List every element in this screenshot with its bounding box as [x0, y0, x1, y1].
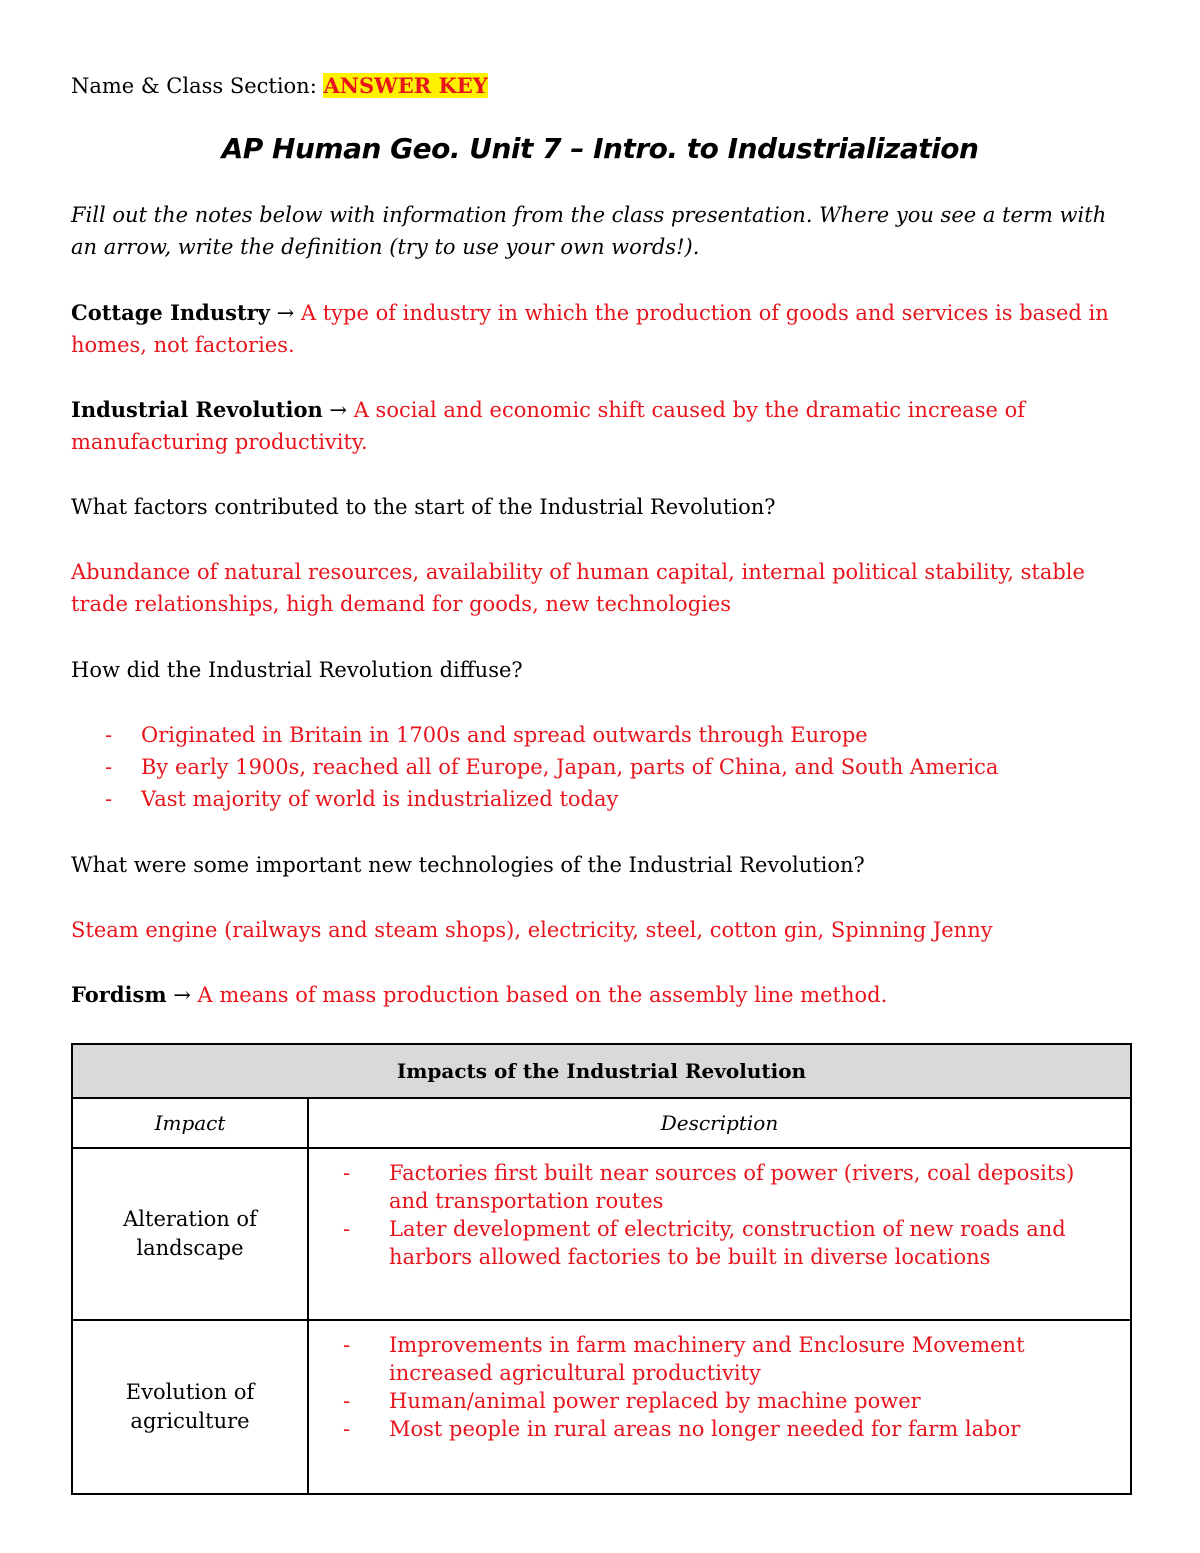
- description-cell: [308, 1148, 1131, 1320]
- dash-bullet: -: [105, 723, 113, 747]
- list-item-text: Improvements in farm machinery and Enclosure Movement increased agricultural productivity: [389, 1333, 1025, 1385]
- answer-factors: Abundance of natural resources, availability of human capital, internal political stability, stable trade relationships, high demand for goods, new technologies: [71, 560, 1085, 616]
- table-caption: Impacts of the Industrial Revolution: [72, 1044, 1131, 1098]
- list-item-text: By early 1900s, reached all of Europe, Japan, parts of China, and South America: [141, 755, 999, 779]
- answer-key-badge: ANSWER KEY: [323, 73, 488, 98]
- arrow-icon: →: [173, 983, 191, 1007]
- name-label: Name & Class Section:: [71, 74, 317, 98]
- answer-diffusion-list: [71, 719, 1131, 815]
- list-item: [309, 1215, 1120, 1271]
- name-line: [71, 70, 1131, 102]
- term-label: Fordism: [71, 982, 167, 1007]
- list-item: [309, 1159, 1120, 1215]
- instructions: Fill out the notes below with information from the class presentation. Where you see a term with an arrow, write the definition (try to use your own words!).: [71, 203, 1107, 259]
- dash-bullet: -: [343, 1333, 351, 1357]
- list-item-text: Most people in rural areas no longer needed for farm labor: [389, 1417, 1021, 1441]
- list-item-text: Originated in Britain in 1700s and spread outwards through Europe: [141, 723, 868, 747]
- list-item: [71, 719, 1131, 751]
- list-item: [71, 783, 1131, 815]
- question-technologies: What were some important new technologies of the Industrial Revolution?: [71, 853, 865, 877]
- answer-technologies: Steam engine (railways and steam shops), electricity, steel, cotton gin, Spinning Jenny: [71, 918, 993, 942]
- list-item: [309, 1387, 1120, 1415]
- table-row: [72, 1320, 1131, 1494]
- term-definition: A social and economic shift caused by the dramatic increase of manufacturing productivity.: [71, 398, 1025, 454]
- column-header-impact: Impact: [72, 1098, 308, 1148]
- impact-cell: Alteration of landscape: [72, 1148, 308, 1320]
- table-row: [72, 1148, 1131, 1320]
- impact-cell: Evolution of agriculture: [72, 1320, 308, 1494]
- list-item-text: Vast majority of world is industrialized today: [141, 787, 619, 811]
- question-factors: What factors contributed to the start of the Industrial Revolution?: [71, 495, 776, 519]
- dash-bullet: -: [343, 1161, 351, 1185]
- term-industrial-revolution: [71, 394, 1131, 458]
- term-definition: A type of industry in which the production of goods and services is based in homes, not factories.: [71, 301, 1109, 357]
- list-item-text: Factories first built near sources of power (rivers, coal deposits) and transportation routes: [389, 1161, 1075, 1213]
- dash-bullet: -: [343, 1389, 351, 1413]
- term-definition: A means of mass production based on the assembly line method.: [197, 983, 888, 1007]
- list-item-text: Human/animal power replaced by machine power: [389, 1389, 921, 1413]
- list-item: [71, 751, 1131, 783]
- list-item: [309, 1331, 1120, 1387]
- column-header-description: Description: [308, 1098, 1131, 1148]
- impacts-table: [71, 1043, 1132, 1495]
- arrow-icon: →: [329, 398, 348, 422]
- term-cottage-industry: [71, 297, 1131, 361]
- dash-bullet: -: [343, 1417, 351, 1441]
- question-diffusion: How did the Industrial Revolution diffuse?: [71, 658, 523, 682]
- list-item: [309, 1415, 1120, 1443]
- list-item-text: Later development of electricity, construction of new roads and harbors allowed factories to be built in diverse locations: [389, 1217, 1066, 1269]
- description-cell: [308, 1320, 1131, 1494]
- term-fordism: [71, 979, 1131, 1011]
- dash-bullet: -: [105, 787, 113, 811]
- term-label: Cottage Industry: [71, 300, 270, 325]
- dash-bullet: -: [105, 755, 113, 779]
- arrow-icon: →: [276, 301, 295, 325]
- dash-bullet: -: [343, 1217, 351, 1241]
- term-label: Industrial Revolution: [71, 397, 323, 422]
- page-title: AP Human Geo. Unit 7 – Intro. to Industrialization: [221, 132, 979, 165]
